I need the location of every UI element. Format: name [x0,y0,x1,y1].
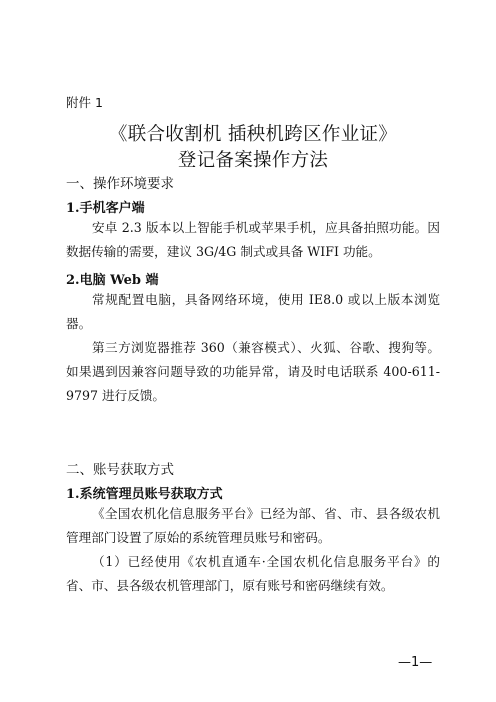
page-number: —1— [398,655,433,670]
attachment-label: 附件 1 [66,95,103,110]
paragraph-browser-recommendation: 第三方浏览器推荐 360（兼容模式）、火狐、谷歌、搜狗等。如果遇到因兼容问题导致的功能异常，请及时电话联系 400-611-9797 进行反馈。 [66,340,440,403]
subheading-admin-account: 1.系统管理员账号获取方式 [66,487,223,502]
section-heading-environment: 一、操作环境要求 [66,176,174,192]
paragraph-existing-accounts: （1）已经使用《农机直通车·全国农机化信息服务平台》的省、市、县各级农机管理部门，原有账号和密码继续有效。 [66,554,440,593]
paragraph-mobile-requirements: 安卓 2.3 版本以上智能手机或苹果手机，应具备拍照功能。因数据传输的需要，建议 3G/4G 制式或具备 WIFI 功能。 [66,220,440,259]
paragraph-web-requirements: 常规配置电脑，具备网络环境，使用 IE8.0 或以上版本浏览器。 [66,292,440,331]
subheading-mobile-client: 1.手机客户端 [66,201,145,216]
subheading-web-client: 2.电脑 Web 端 [66,273,159,288]
document-title-line1: 《联合收割机 插秧机跨区作业证》 [108,124,398,145]
paragraph-admin-account: 《全国农机化信息服务平台》已经为部、省、市、县各级农机管理部门设置了原始的系统管理员账号和密码。 [66,506,440,545]
document-title-line2: 登记备案操作方法 [177,150,329,171]
section-heading-account: 二、账号获取方式 [66,462,174,478]
